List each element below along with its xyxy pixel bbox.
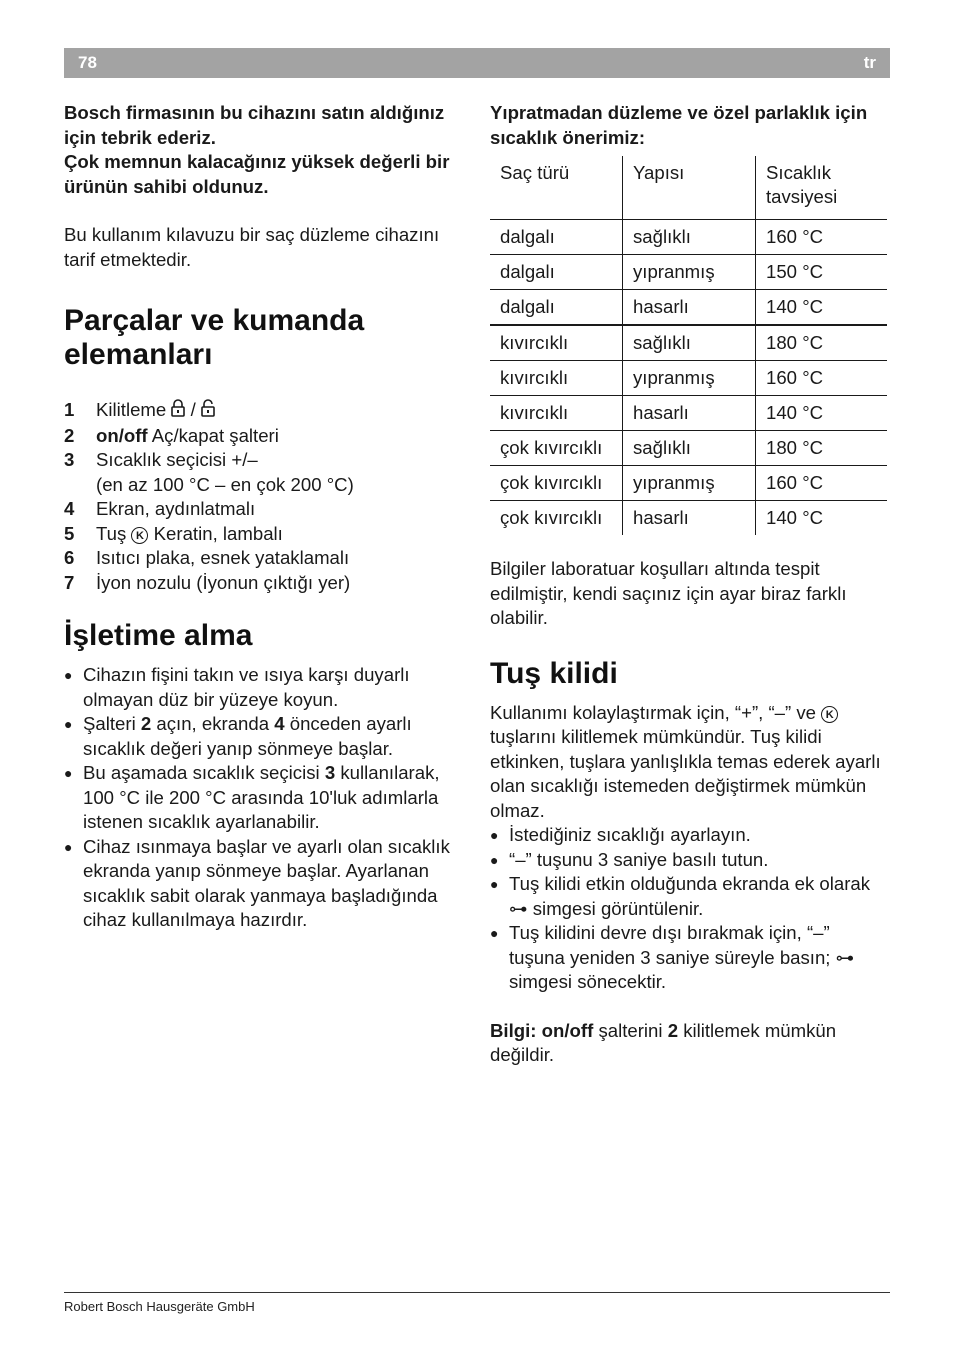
right-column xyxy=(490,101,890,1068)
slash: / xyxy=(190,399,196,420)
part-2: 2 on/off Aç/kapat şalteri xyxy=(64,424,279,446)
part-1: 1 Kilitleme / xyxy=(64,398,460,424)
keratin-key-icon: K xyxy=(821,706,838,723)
left-column xyxy=(64,101,460,933)
operation-step-1: ● Cihazın fişini takın ve ısıya karşı duyarlı olmayan düz bir yüzeye koyun. xyxy=(64,663,460,712)
table-row: kıvırcıklı sağlıklı 180 °C xyxy=(490,325,887,361)
key-lock-intro: Kullanımı kolaylaştırmak için, “+”, “–” ve K tuşlarını kilitlemek mümkündür. Tuş kilidi etkinken, tuşlara yanlışlıkla temas ederek ayarlı olan sıcaklığı istemeden değiştirmek mümkün olmaz. xyxy=(490,701,881,821)
key-lock-step-3: ● Tuş kilidi etkin olduğunda ekranda ek olarak ⊶ simgesi görüntülenir. xyxy=(490,872,890,921)
header-structure: Yapısı xyxy=(623,156,756,220)
parts-title: Parçalar ve kumanda elemanları xyxy=(64,304,365,371)
operation-step-4: ● Cihaz ısınmaya başlar ve ayarlı olan sıcaklık ekranda yanıp sönmeye başlar. Ayarlanan sıcaklık sabit olarak yanmaya başladığında cihaz kullanılmaya hazırdır. xyxy=(64,835,460,933)
key-lock-step-2: ● “–” tuşunu 3 saniye basılı tutun. xyxy=(490,848,890,873)
operation-step-2: ● Şalteri 2 açın, ekranda 4 önceden ayarlı sıcaklık değeri yanıp sönmeye başlar. xyxy=(64,712,460,761)
key-lock-step-4: ● Tuş kilidini devre dışı bırakmak için, “–” tuşuna yeniden 3 saniye süreyle basın; ⊶ simgesi sönecektir. xyxy=(490,921,890,995)
page-number: 78 xyxy=(78,53,97,72)
operation-list xyxy=(64,663,460,933)
key-icon: ⊶ xyxy=(835,946,855,968)
operation-step-3: ● Bu aşamada sıcaklık seçicisi 3 kullanılarak, 100 °C ile 200 °C arasında 10'luk adımlarla istenen sıcaklık ayarlanabilir. xyxy=(64,761,460,835)
header-temperature: Sıcaklık tavsiyesi xyxy=(756,156,888,220)
part-7: 7 İyon nozulu (İyonun çıktığı yer) xyxy=(64,571,351,593)
lock-open-icon xyxy=(201,399,215,424)
footer-company: Robert Bosch Hausgeräte GmbH xyxy=(64,1299,255,1314)
table-header-row xyxy=(490,156,887,220)
lock-closed-icon xyxy=(171,399,185,424)
table-row: dalgalı hasarlı 140 °C xyxy=(490,290,887,326)
table-row: kıvırcıklı yıpranmış 160 °C xyxy=(490,361,887,396)
table-row: çok kıvırcıklı hasarlı 140 °C xyxy=(490,501,887,536)
key-lock-step-1: ● İstediğiniz sıcaklığı ayarlayın. xyxy=(490,823,890,848)
table-row: çok kıvırcıklı yıpranmış 160 °C xyxy=(490,466,887,501)
footer-divider xyxy=(64,1292,890,1293)
part-5: 5 Tuş K Keratin, lambalı xyxy=(64,522,283,544)
table-row: kıvırcıklı hasarlı 140 °C xyxy=(490,396,887,431)
part-6: 6 Isıtıcı plaka, esnek yataklamalı xyxy=(64,547,350,568)
key-lock-title: Tuş kilidi xyxy=(490,656,618,690)
intro-line-2: Çok memnun kalacağınız yüksek değerli bir ürünün sahibi oldunuz. xyxy=(64,151,450,197)
key-icon: ⊶ xyxy=(509,897,528,919)
table-row: dalgalı yıpranmış 150 °C xyxy=(490,255,887,290)
description: Bu kullanım kılavuzu bir saç düzleme cihazını tarif etmektedir. xyxy=(64,224,440,270)
page-header-bar xyxy=(64,48,890,78)
header-hair-type: Saç türü xyxy=(490,156,623,220)
table-row: çok kıvırcıklı sağlıklı 180 °C xyxy=(490,431,887,466)
keratin-key-icon: K xyxy=(131,527,148,544)
intro-line-1: Bosch firmasının bu cihazını satın aldığınız için tebrik ederiz. xyxy=(64,102,445,148)
temperature-table xyxy=(490,156,887,535)
part-3: 3 Sıcaklık seçicisi +/– (en az 100 °C – en çok 200 °C) xyxy=(64,449,354,495)
table-row: dalgalı sağlıklı 160 °C xyxy=(490,220,887,255)
lab-note: Bilgiler laboratuar koşulları altında tespit edilmiştir, kendi saçınız için ayar biraz farklı olabilir. xyxy=(490,558,847,628)
info-note: Bilgi: on/off şalterini 2 kilitlemek mümkün değildir. xyxy=(490,1019,837,1065)
key-lock-list xyxy=(490,823,890,995)
parts-list xyxy=(64,398,460,595)
table-title: Yıpratmadan düzleme ve özel parlaklık için sıcaklık önerimiz: xyxy=(490,102,868,148)
part-4: 4 Ekran, aydınlatmalı xyxy=(64,498,256,519)
language-code: tr xyxy=(863,53,876,72)
operation-title: İşletime alma xyxy=(64,619,253,652)
